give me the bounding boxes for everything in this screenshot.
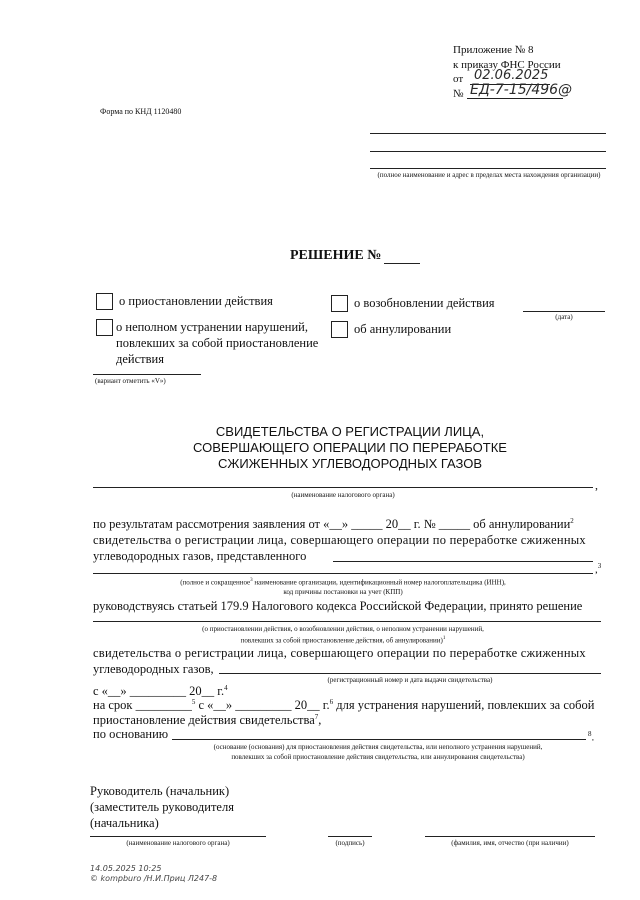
footnote-ref-6: 6 [329,698,334,706]
basis-caption [160,742,596,762]
checkbox-incomplete[interactable] [96,319,113,336]
signature-name-caption: (фамилия, имя, отчество (при наличии) [451,839,569,847]
paragraph-5-text-d: приостановление действия свидетельства [93,713,315,728]
decision-caption-a: (о приостановлении действия, о возобновлении действия, о неполном устранении нарушений, [202,625,484,633]
signature-sign-caption: (подпись) [335,839,365,847]
paragraph-5-text-b: с «__» _________ 20__ г. [198,698,330,713]
option-annul-label: об аннулировании [354,322,452,336]
org-caption-c: код причины постановки на учет (КПП) [283,588,403,597]
decision-caption [93,624,593,645]
option-incomplete-label: о неполном устранении нарушений, повлекших за собой приостановление действия [116,320,319,366]
applicant-line-end: ,$^3$ [595,562,602,576]
date-line [523,311,605,312]
footer-stamp-line-2 [90,874,217,883]
paragraph-4-text: с «__» _________ 20__ г. [93,684,225,699]
checkbox-annul[interactable] [331,321,348,338]
paragraph-1-line-c: углеводородных газов, представленного [93,549,307,563]
variant-note-line [93,374,201,375]
subject-line-2: СОВЕРШАЮЩЕГО ОПЕРАЦИИ ПО ПЕРЕРАБОТКЕ [193,440,507,455]
decision-caption-line-2 [93,634,593,645]
org-caption-line-1 [93,576,593,587]
appendix-num-prefix: № [453,88,464,100]
signature-org-line [90,836,266,837]
paragraph-6: по основанию [93,727,169,741]
checkbox-suspend[interactable] [96,293,113,310]
org-caption [93,576,593,597]
decision-number-line [384,263,420,264]
date-caption: (дата) [555,313,573,321]
footer-stamp-text-2: kompburo /Н.И.Приц Л247-8 [100,874,218,883]
appendix-from-prefix: от [453,73,464,85]
addressee-line-1 [370,133,606,134]
decision-caption-b: повлекших за собой приостановление действия, об аннулировании) [240,636,443,645]
footnote-ref-5: 5 [191,698,196,706]
paragraph-5-line-a [93,698,594,713]
subject-heading [140,424,560,472]
cert-caption: (регистрационный номер и дата выдачи свидетельства) [327,676,493,684]
appendix-line2: к приказу ФНС России [453,59,561,71]
signature-head-line-3: (начальника) [90,816,159,830]
footnote-ref-7: 7 [314,713,319,721]
paragraph-5-text-a: на срок _________ [93,698,192,713]
signature-head-line-1: Руководитель (начальник) [90,784,230,798]
org-caption-b: наименование организации, идентификационный номер налогоплательщика (ИНН), [254,578,506,587]
paragraph-5-text-c: для устранения нарушений, повлекших за собой [336,698,595,713]
signature-sign-line [328,836,372,837]
paragraph-4 [93,684,228,699]
signature-org-caption: (наименование налогового органа) [126,839,230,847]
decision-type-line [93,621,601,622]
paragraph-3-line-a: свидетельства о регистрации лица, совершающего операции по переработке сжиженных [93,646,586,660]
signature-head [90,783,234,831]
option-resume-label: о возобновлении действия [354,296,495,310]
appendix-from-value: 02.06.2025 [474,68,549,83]
tax-authority-comma: , [595,478,598,492]
checkbox-resume[interactable] [331,295,348,312]
footer-stamp-line-1: 14.05.2025 10:25 [90,864,162,873]
paragraph-1-line-a [93,517,574,532]
footnote-ref-3: 3 [597,562,602,570]
tax-authority-line [93,487,593,488]
appendix-num-value: ЕД-7-15/496@ [470,82,573,98]
signature-name-line [425,836,595,837]
variant-note: (вариант отметить «V») [95,377,166,385]
paragraph-3-line-b: углеводородных газов, [93,662,214,676]
appendix-num-underline [467,98,563,99]
addressee-caption: (полное наименование и адрес в пределах места нахождения организации) [377,171,601,179]
subject-line-1: СВИДЕТЕЛЬСТВА О РЕГИСТРАЦИИ ЛИЦА, [215,424,485,439]
applicant-line-inline [333,561,593,562]
certificate-line [219,673,601,674]
copyright-icon: © [90,874,98,883]
form-code: Форма по КНД 1120480 [100,107,182,116]
paragraph-1-line-b: свидетельства о регистрации лица, совершающего операции по переработке сжиженных [93,533,586,547]
paragraph-1-text-a: по результатам рассмотрения заявления от «__» _____ 20__ г. № _____ об аннулировании [93,517,571,532]
footnote-ref-4: 4 [224,684,228,692]
decision-caption-sup: 1 [442,636,446,641]
paragraph-5-line-b [93,713,321,728]
applicant-line-full [93,573,593,574]
subject-line-3: СЖИЖЕННЫХ УГЛЕВОДОРОДНЫХ ГАЗОВ [217,456,483,471]
decision-title: РЕШЕНИЕ № [290,248,382,263]
basis-caption-b: повлекших за собой приостановление действия свидетельства, или аннулирования свидетельства) [231,753,525,761]
option-suspend-label: о приостановлении действия [119,294,273,308]
signature-head-line-2: (заместитель руководителя [90,800,234,814]
appendix-line1: Приложение № 8 [453,44,534,56]
footnote-ref-2: 2 [570,517,574,525]
footnote-ref-8: 8 [588,730,592,738]
paragraph-2: руководствуясь статьей 179.9 Налогового кодекса Российской Федерации, принято решение [93,599,583,613]
tax-authority-caption: (наименование налогового органа) [291,491,395,499]
org-caption-a: (полное и сокращенное [180,578,251,587]
paragraph-5-text-e: , [318,713,322,728]
addressee-line-2 [370,151,606,152]
basis-caption-a: (основание (основания) для приостановления действия свидетельства, или неполного устранения нарушений, [213,743,543,751]
basis-line [172,739,586,740]
addressee-line-3 [370,168,606,169]
basis-line-end: $^8$. [588,730,595,744]
org-caption-sup: 3 [250,578,253,583]
